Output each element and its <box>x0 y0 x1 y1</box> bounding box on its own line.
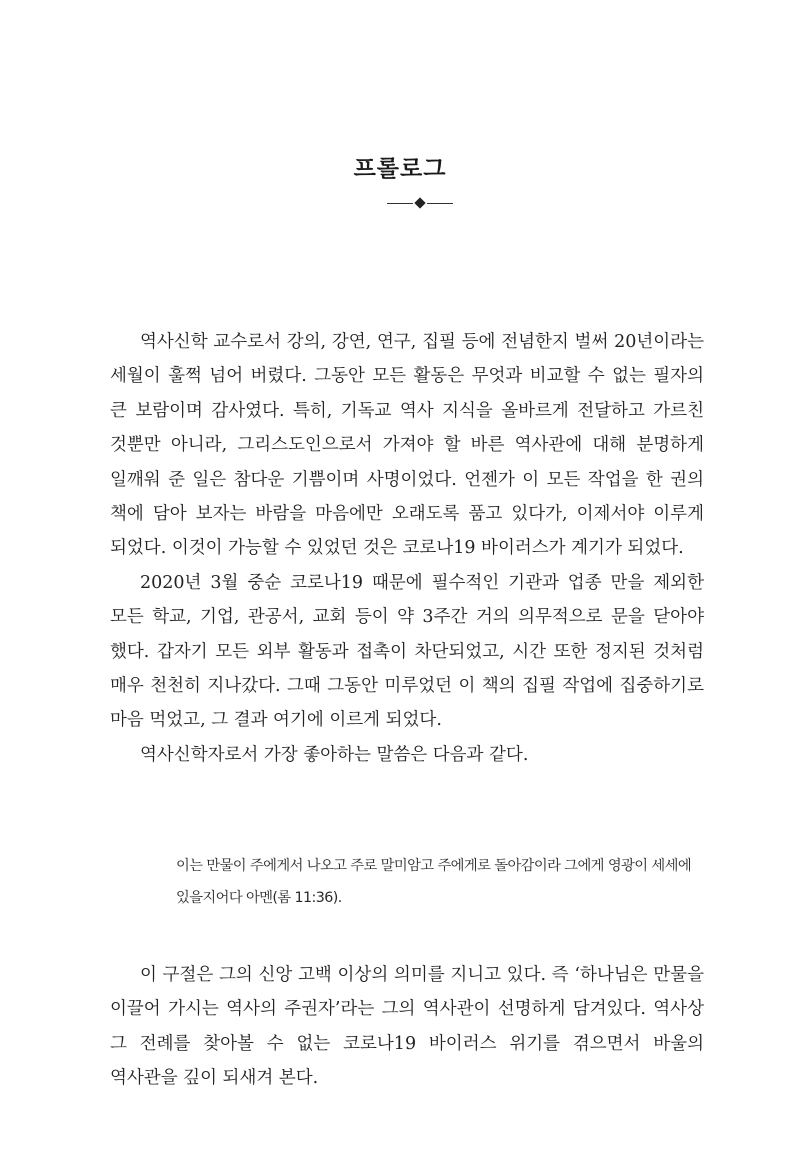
scripture-quote: 이는 만물이 주에게서 나오고 주로 말미암고 주에게로 돌아감이라 그에게 영광이 세세에 있을지어다 아멘(롬 11:36). <box>176 858 692 906</box>
closing-paragraph: 이 구절은 그의 신앙 고백 이상의 의미를 지니고 있다. 즉 ‘하나님은 만물을 이끌어 가시는 역사의 주권자’라는 그의 역사관이 선명하게 담겨있다. 역사상 그 전례를 찾아볼 수 없는 코로나19 바이러스 위기를 겪으면서 바울의 역사관을 깊이 되새겨 본다. <box>110 965 704 1089</box>
prologue-body <box>110 325 704 772</box>
paragraph-2: 2020년 3월 중순 코로나19 때문에 필수적인 기관과 업종 만을 제외한 모든 학교, 기업, 관공서, 교회 등이 약 3주간 거의 의무적으로 문을 닫아야 했다. 갑자기 모든 외부 활동과 접촉이 차단되었고, 시간 또한 정지된 것처럼 매우 천천히 지나갔다. 그때 그동안 미루었던 이 책의 집필 작업에 집중하기로 마음 먹었고, 그 결과 여기에 이르게 되었다. <box>110 572 704 731</box>
closing-body <box>110 958 704 1096</box>
paragraph-1: 역사신학 교수로서 강의, 강연, 연구, 집필 등에 전념한지 벌써 20년이라는 세월이 훌쩍 넘어 버렸다. 그동안 모든 활동은 무엇과 비교할 수 없는 필자의 큰 보람이며 감사였다. 특히, 기독교 역사 지식을 올바르게 전달하고 가르친 것뿐만 아니라, 그리스도인으로서 가져야 할 바른 역사관에 대해 분명하게 일깨워 준 일은 참다운 기쁨이며 사명이었다. 언젠가 이 모든 작업을 한 권의 책에 담아 보자는 바람을 마음에만 오래도록 품고 있다가, 이제서야 이루게 되었다. 이것이 가능할 수 있었던 것은 코로나19 바이러스가 계기가 되었다. <box>110 332 704 559</box>
divider-line-left <box>387 203 413 204</box>
page-title: 프롤로그 <box>353 156 447 182</box>
divider-line-right <box>427 203 453 204</box>
diamond-icon <box>414 197 425 208</box>
diamond-divider-icon <box>387 195 453 211</box>
paragraph-3: 역사신학자로서 가장 좋아하는 말씀은 다음과 같다. <box>140 744 529 765</box>
